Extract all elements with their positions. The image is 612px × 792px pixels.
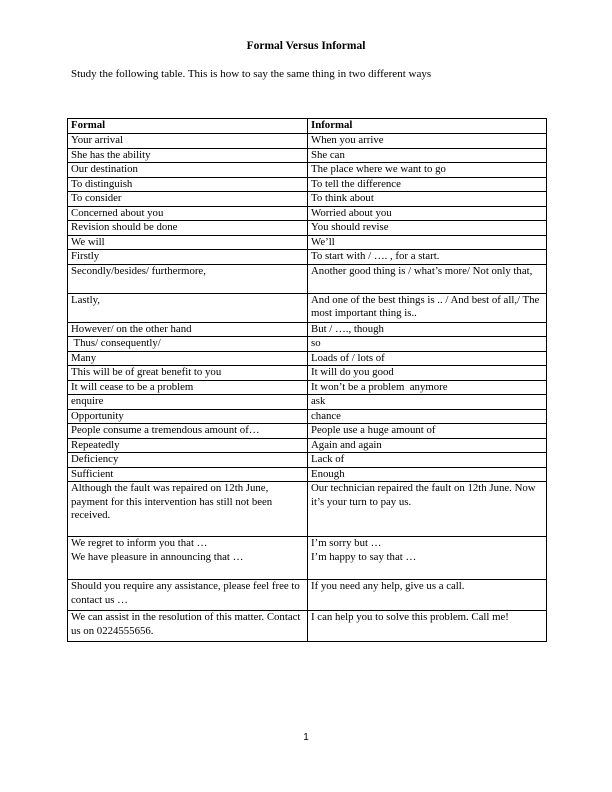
formal-cell: Should you require any assistance, please feel free to contact us … xyxy=(68,580,308,611)
table-row xyxy=(68,134,547,149)
table-header-row xyxy=(68,119,547,134)
page-number: 1 xyxy=(303,732,309,743)
formal-cell: Deficiency xyxy=(68,453,308,468)
table-row xyxy=(68,221,547,236)
formal-cell: Firstly xyxy=(68,250,308,265)
formal-cell: We can assist in the resolution of this matter. Contact us on 0224555656. xyxy=(68,611,308,642)
informal-cell: I’m sorry but … I’m happy to say that … xyxy=(308,537,547,580)
informal-cell: Our technician repaired the fault on 12th June. Now it’s your turn to pay us. xyxy=(308,482,547,537)
table-row xyxy=(68,206,547,221)
formal-cell: Opportunity xyxy=(68,409,308,424)
table-row xyxy=(68,380,547,395)
formal-cell: Concerned about you xyxy=(68,206,308,221)
table-row xyxy=(68,235,547,250)
formal-cell: Your arrival xyxy=(68,134,308,149)
informal-cell: And one of the best things is .. / And best of all,/ The most important thing is.. xyxy=(308,293,547,322)
formal-cell: Secondly/besides/ furthermore, xyxy=(68,264,308,293)
informal-cell: chance xyxy=(308,409,547,424)
informal-cell: To think about xyxy=(308,192,547,207)
table-row xyxy=(68,337,547,352)
table-row xyxy=(68,351,547,366)
formal-cell: She has the ability xyxy=(68,148,308,163)
informal-cell: When you arrive xyxy=(308,134,547,149)
table-row xyxy=(68,409,547,424)
formal-cell: Thus/ consequently/ xyxy=(68,337,308,352)
table-row xyxy=(68,438,547,453)
informal-cell: To start with / …. , for a start. xyxy=(308,250,547,265)
informal-cell: It will do you good xyxy=(308,366,547,381)
formal-cell: Repeatedly xyxy=(68,438,308,453)
informal-cell: To tell the difference xyxy=(308,177,547,192)
table-row xyxy=(68,453,547,468)
informal-cell: Loads of / lots of xyxy=(308,351,547,366)
formal-informal-table xyxy=(67,118,547,642)
table-row xyxy=(68,482,547,537)
formal-cell: This will be of great benefit to you xyxy=(68,366,308,381)
table-row xyxy=(68,148,547,163)
informal-cell: People use a huge amount of xyxy=(308,424,547,439)
formal-cell: However/ on the other hand xyxy=(68,322,308,337)
formal-cell: Although the fault was repaired on 12th June, payment for this intervention has still not been received. xyxy=(68,482,308,537)
table-row xyxy=(68,250,547,265)
column-header-formal: Formal xyxy=(68,119,308,134)
table-row xyxy=(68,580,547,611)
informal-cell: She can xyxy=(308,148,547,163)
formal-cell: Many xyxy=(68,351,308,366)
formal-cell: enquire xyxy=(68,395,308,410)
formal-cell: We regret to inform you that … We have pleasure in announcing that … xyxy=(68,537,308,580)
table-row xyxy=(68,192,547,207)
informal-cell: ask xyxy=(308,395,547,410)
informal-cell: Another good thing is / what’s more/ Not only that, xyxy=(308,264,547,293)
informal-cell: Lack of xyxy=(308,453,547,468)
informal-cell: If you need any help, give us a call. xyxy=(308,580,547,611)
formal-cell: Sufficient xyxy=(68,467,308,482)
informal-cell: We’ll xyxy=(308,235,547,250)
informal-cell: It won’t be a problem anymore xyxy=(308,380,547,395)
table-row xyxy=(68,467,547,482)
informal-cell: Enough xyxy=(308,467,547,482)
informal-cell: so xyxy=(308,337,547,352)
table-row xyxy=(68,322,547,337)
table-row xyxy=(68,293,547,322)
informal-cell: I can help you to solve this problem. Call me! xyxy=(308,611,547,642)
formal-cell: It will cease to be a problem xyxy=(68,380,308,395)
table-row xyxy=(68,611,547,642)
table-row xyxy=(68,424,547,439)
formal-cell: To distinguish xyxy=(68,177,308,192)
informal-cell: Again and again xyxy=(308,438,547,453)
formal-cell: To consider xyxy=(68,192,308,207)
informal-cell: Worried about you xyxy=(308,206,547,221)
formal-cell: Our destination xyxy=(68,163,308,178)
informal-cell: But / …., though xyxy=(308,322,547,337)
table-row xyxy=(68,537,547,580)
formal-cell: Lastly, xyxy=(68,293,308,322)
informal-cell: You should revise xyxy=(308,221,547,236)
intro-text: Study the following table. This is how to say the same thing in two different ways xyxy=(71,68,432,80)
formal-cell: People consume a tremendous amount of… xyxy=(68,424,308,439)
page-title: Formal Versus Informal xyxy=(246,40,366,52)
formal-cell: We will xyxy=(68,235,308,250)
table-row xyxy=(68,177,547,192)
formal-cell: Revision should be done xyxy=(68,221,308,236)
table-row xyxy=(68,366,547,381)
informal-cell: The place where we want to go xyxy=(308,163,547,178)
table-row xyxy=(68,264,547,293)
table-row xyxy=(68,163,547,178)
column-header-informal: Informal xyxy=(308,119,547,134)
table-row xyxy=(68,395,547,410)
